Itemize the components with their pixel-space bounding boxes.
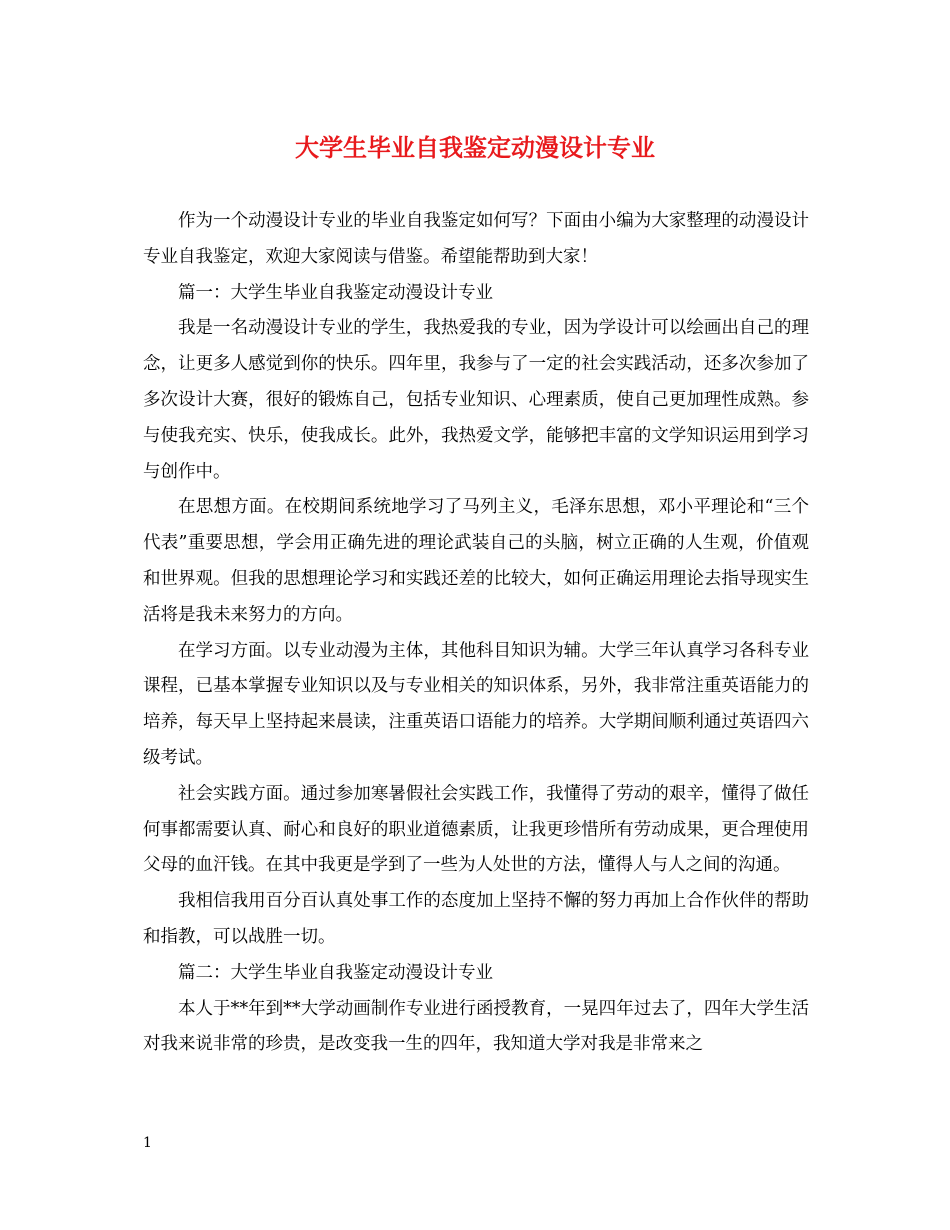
body-paragraph: 本人于**年到**大学动画制作专业进行函授教育，一晃四年过去了，四年大学生活对我来说非常的珍贵，是改变我一生的四年，我知道大学对我是非常来之 xyxy=(143,998,809,1055)
document-body xyxy=(143,204,809,1063)
body-paragraph: 社会实践方面。通过参加寒暑假社会实践工作，我懂得了劳动的艰辛，懂得了做任何事都需要认真、耐心和良好的职业道德素质，让我更珍惜所有劳动成果，更合理使用父母的血汗钱。在其中我更是学到了一些为人处世的方法，懂得人与人之间的沟通。 xyxy=(143,783,809,876)
body-paragraph: 在学习方面。以专业动漫为主体，其他科目知识为辅。大学三年认真学习各科专业课程，已基本掌握专业知识以及与专业相关的知识体系，另外，我非常注重英语能力的培养，每天早上坚持起来晨读，注重英语口语能力的培养。大学期间顺利通过英语四六级考试。 xyxy=(143,640,809,768)
body-paragraph: 我是一名动漫设计专业的学生，我热爱我的专业，因为学设计可以绘画出自己的理念，让更多人感觉到你的快乐。四年里，我参与了一定的社会实践活动，还多次参加了多次设计大赛，很好的锻炼自己，包括专业知识、心理素质，使自己更加理性成熟。参与使我充实、快乐，使我成长。此外，我热爱文学，能够把丰富的文学知识运用到学习与创作中。 xyxy=(143,318,809,482)
body-paragraph: 在思想方面。在校期间系统地学习了马列主义，毛泽东思想，邓小平理论和“三个代表”重要思想，学会用正确先进的理论武装自己的头脑，树立正确的人生观，价值观和世界观。但我的思想理论学习和实践还差的比较大，如何正确运用理论去指导现实生活将是我未来努力的方向。 xyxy=(143,497,809,625)
document-title: 大学生毕业自我鉴定动漫设计专业 xyxy=(295,133,655,162)
section-heading-part-one: 篇一：大学生毕业自我鉴定动漫设计专业 xyxy=(178,282,493,303)
body-paragraph: 我相信我用百分百认真处事工作的态度加上坚持不懈的努力再加上合作伙伴的帮助和指教，可以战胜一切。 xyxy=(143,891,809,947)
section-heading-part-two: 篇二：大学生毕业自我鉴定动漫设计专业 xyxy=(178,962,493,983)
intro-paragraph: 作为一个动漫设计专业的毕业自我鉴定如何写？下面由小编为大家整理的动漫设计专业自我鉴定，欢迎大家阅读与借鉴。希望能帮助到大家！ xyxy=(143,211,809,267)
page-number: 1 xyxy=(143,1135,152,1151)
